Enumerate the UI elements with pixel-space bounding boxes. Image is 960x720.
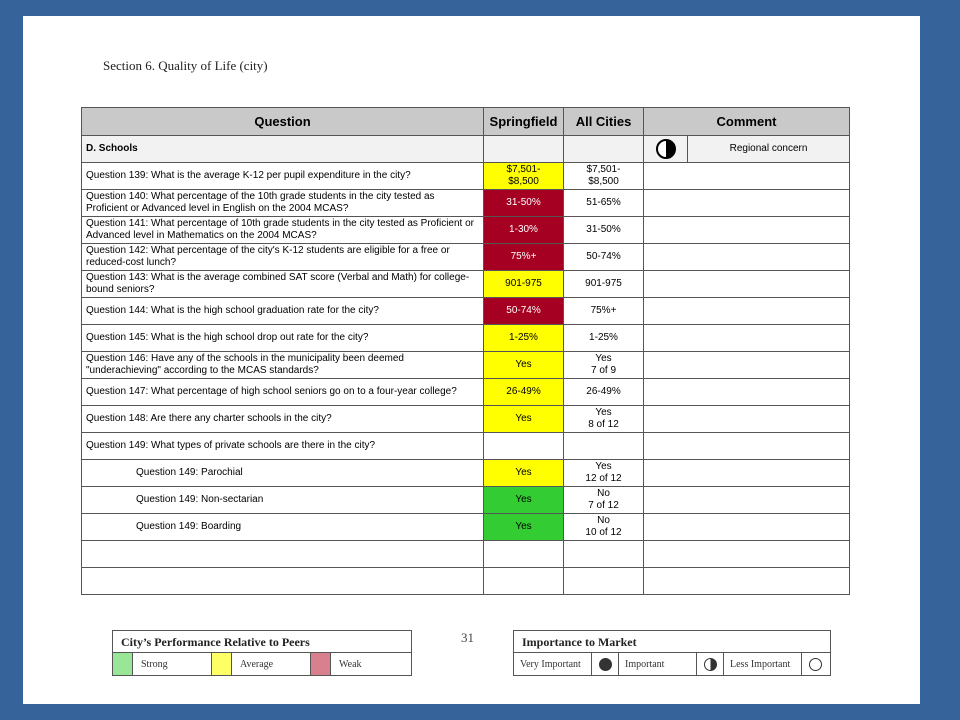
comment-cell xyxy=(644,433,850,460)
all-cities-value: No 10 of 12 xyxy=(564,514,644,541)
comment-cell xyxy=(644,460,850,487)
springfield-value: 1-30% xyxy=(484,217,564,244)
table-row xyxy=(82,271,850,298)
comment-cell xyxy=(644,352,850,379)
question-cell: Question 149: What types of private schools are there in the city? xyxy=(82,433,484,460)
table-row xyxy=(82,541,850,568)
legend-swatch xyxy=(311,653,331,675)
question-cell xyxy=(82,568,484,595)
table-row xyxy=(82,379,850,406)
question-cell: Question 149: Parochial xyxy=(82,460,484,487)
page-number: 31 xyxy=(461,630,474,645)
springfield-value xyxy=(484,541,564,568)
table-row xyxy=(82,352,850,379)
springfield-value: Yes xyxy=(484,460,564,487)
performance-legend-title: City’s Performance Relative to Peers xyxy=(113,631,411,653)
springfield-value: 901-975 xyxy=(484,271,564,298)
table-row xyxy=(82,217,850,244)
question-cell: Question 143: What is the average combined SAT score (Verbal and Math) for college-bound seniors? xyxy=(82,271,484,298)
comment-cell xyxy=(644,190,850,217)
comment-cell xyxy=(644,325,850,352)
question-cell: Question 149: Non-sectarian xyxy=(82,487,484,514)
table-row xyxy=(82,433,850,460)
legend-swatch xyxy=(113,653,133,675)
question-cell: Question 142: What percentage of the city's K-12 students are eligible for a free or reduced-cost lunch? xyxy=(82,244,484,271)
question-cell: Question 147: What percentage of high school seniors go on to a four-year college? xyxy=(82,379,484,406)
importance-legend-items xyxy=(514,653,830,675)
half-filled-circle-icon xyxy=(697,653,724,675)
header-comment: Comment xyxy=(644,108,850,136)
springfield-value: Yes xyxy=(484,487,564,514)
all-cities-value: Yes 7 of 9 xyxy=(564,352,644,379)
all-cities-value xyxy=(564,433,644,460)
header-question: Question xyxy=(82,108,484,136)
half-filled-circle-icon xyxy=(656,139,676,159)
springfield-value: Yes xyxy=(484,514,564,541)
springfield-value: 31-50% xyxy=(484,190,564,217)
all-cities-value: 50-74% xyxy=(564,244,644,271)
springfield-value: 75%+ xyxy=(484,244,564,271)
question-cell: Question 145: What is the high school drop out rate for the city? xyxy=(82,325,484,352)
all-cities-value: $7,501- $8,500 xyxy=(564,163,644,190)
legend-label: Very Important xyxy=(514,653,592,675)
table-row xyxy=(82,190,850,217)
section-row-schools xyxy=(82,136,850,163)
header-all-cities: All Cities xyxy=(564,108,644,136)
header-row xyxy=(82,108,850,136)
table-row xyxy=(82,460,850,487)
report-page xyxy=(23,16,920,704)
springfield-value: 50-74% xyxy=(484,298,564,325)
comment-cell xyxy=(644,244,850,271)
section-title: Section 6. Quality of Life (city) xyxy=(103,58,268,73)
all-cities-value xyxy=(564,541,644,568)
all-cities-value: 51-65% xyxy=(564,190,644,217)
table-row xyxy=(82,298,850,325)
all-cities-value: Yes 12 of 12 xyxy=(564,460,644,487)
comment-cell xyxy=(644,379,850,406)
springfield-value: 1-25% xyxy=(484,325,564,352)
comment-cell xyxy=(644,217,850,244)
all-cities-value xyxy=(564,568,644,595)
legend-label: Weak xyxy=(339,658,362,670)
all-cities-value: 26-49% xyxy=(564,379,644,406)
performance-legend-items xyxy=(113,653,411,675)
legend-label: Important xyxy=(619,653,697,675)
importance-legend-title: Importance to Market xyxy=(514,631,830,653)
comment-cell xyxy=(644,514,850,541)
comment-cell xyxy=(644,541,850,568)
legend-swatch xyxy=(212,653,232,675)
comment-cell xyxy=(644,487,850,514)
section-label: D. Schools xyxy=(82,136,484,163)
question-cell: Question 140: What percentage of the 10th grade students in the city tested as Proficient or Advanced level in English on the 2004 MCAS? xyxy=(82,190,484,217)
all-cities-value: 75%+ xyxy=(564,298,644,325)
legend-label: Average xyxy=(232,653,311,675)
all-cities-value: 31-50% xyxy=(564,217,644,244)
section-importance-cell xyxy=(644,136,688,163)
comment-cell xyxy=(644,163,850,190)
all-cities-value: No 7 of 12 xyxy=(564,487,644,514)
section-springfield-cell xyxy=(484,136,564,163)
springfield-value: $7,501- $8,500 xyxy=(484,163,564,190)
empty-circle-icon xyxy=(802,653,829,675)
table-row xyxy=(82,244,850,271)
comment-cell xyxy=(644,568,850,595)
question-cell: Question 141: What percentage of 10th grade students in the city tested as Proficient or Advanced level in Mathematics on the 2004 MCAS? xyxy=(82,217,484,244)
performance-legend xyxy=(112,630,412,676)
springfield-value: Yes xyxy=(484,352,564,379)
comment-cell xyxy=(644,406,850,433)
header-springfield: Springfield xyxy=(484,108,564,136)
legend-label: Less Important xyxy=(724,653,802,675)
question-cell: Question 148: Are there any charter schools in the city? xyxy=(82,406,484,433)
section-comment: Regional concern xyxy=(688,136,850,163)
question-cell: Question 146: Have any of the schools in the municipality been deemed "underachieving" according to the MCAS standards? xyxy=(82,352,484,379)
table-row xyxy=(82,163,850,190)
table-row xyxy=(82,406,850,433)
springfield-value: Yes xyxy=(484,406,564,433)
question-cell xyxy=(82,541,484,568)
all-cities-value: 1-25% xyxy=(564,325,644,352)
filled-circle-icon xyxy=(592,653,619,675)
question-cell: Question 139: What is the average K-12 per pupil expenditure in the city? xyxy=(82,163,484,190)
all-cities-value: Yes 8 of 12 xyxy=(564,406,644,433)
question-cell: Question 144: What is the high school graduation rate for the city? xyxy=(82,298,484,325)
all-cities-value: 901-975 xyxy=(564,271,644,298)
comment-cell xyxy=(644,271,850,298)
table-row xyxy=(82,514,850,541)
table-row xyxy=(82,325,850,352)
importance-legend xyxy=(513,630,831,676)
question-cell: Question 149: Boarding xyxy=(82,514,484,541)
comment-cell xyxy=(644,298,850,325)
springfield-value: 26-49% xyxy=(484,379,564,406)
springfield-value xyxy=(484,568,564,595)
section-all-cities-cell xyxy=(564,136,644,163)
table-row xyxy=(82,568,850,595)
springfield-value xyxy=(484,433,564,460)
legend-label: Strong xyxy=(133,653,212,675)
table-row xyxy=(82,487,850,514)
schools-table xyxy=(81,107,850,595)
